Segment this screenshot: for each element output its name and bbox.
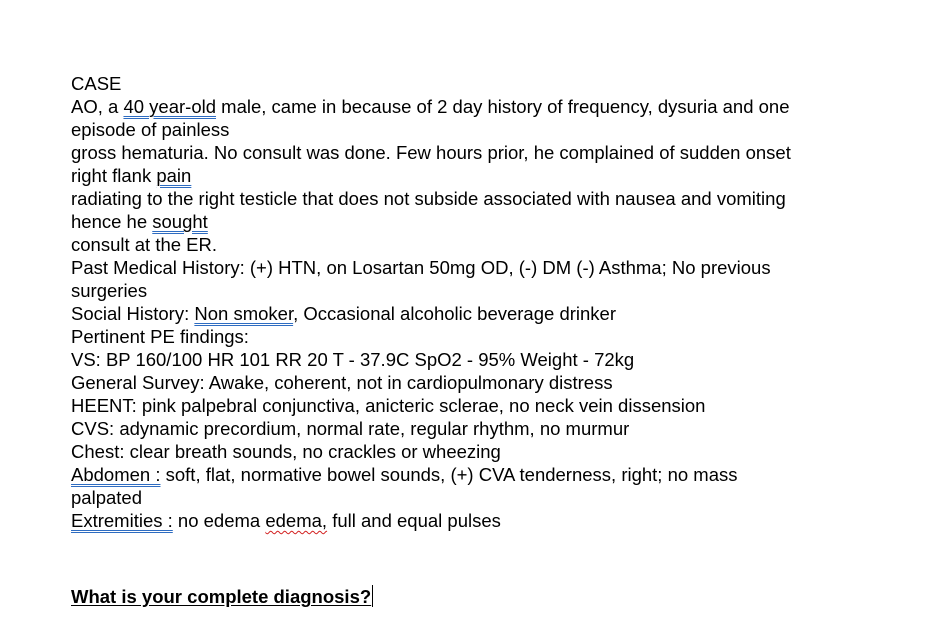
text-run: right flank	[71, 165, 157, 186]
case-heading: CASE	[71, 73, 122, 94]
text-line: Pertinent PE findings:	[71, 326, 249, 347]
text-line: palpated	[71, 487, 142, 508]
grammar-flag: Extremities :	[71, 510, 173, 531]
question-text: What is your complete diagnosis?	[71, 586, 372, 607]
text-run: hence he	[71, 211, 153, 232]
text-run: AO, a	[71, 96, 124, 117]
text-run: no edema	[172, 510, 266, 531]
grammar-flag: pain	[156, 165, 192, 186]
text-line: gross hematuria. No consult was done. Few hours prior, he complained of sudden onset	[71, 142, 791, 163]
text-run: soft, flat, normative bowel sounds, (+) CVA tenderness, right; no mass	[160, 464, 738, 485]
text-line: General Survey: Awake, coherent, not in cardiopulmonary distress	[71, 372, 613, 393]
document-body[interactable]	[71, 72, 871, 532]
grammar-flag: sought	[152, 211, 208, 232]
text-line: HEENT: pink palpebral conjunctiva, anicteric sclerae, no neck vein dissension	[71, 395, 706, 416]
text-line: Chest: clear breath sounds, no crackles or wheezing	[71, 441, 501, 462]
text-line	[71, 210, 871, 233]
text-line	[71, 509, 871, 532]
grammar-flag: Non smoker	[194, 303, 294, 324]
text-line	[71, 164, 871, 187]
text-line: surgeries	[71, 280, 148, 301]
text-cursor	[372, 585, 373, 607]
text-line	[71, 463, 871, 486]
text-line: episode of painless	[71, 119, 230, 140]
text-line	[71, 95, 871, 118]
text-run: Social History:	[71, 303, 195, 324]
text-line: VS: BP 160/100 HR 101 RR 20 T - 37.9C SpO2 - 95% Weight - 72kg	[71, 349, 635, 370]
text-line	[71, 302, 871, 325]
diagnosis-question[interactable]	[71, 585, 373, 608]
text-run: male, came in because of 2 day history of frequency, dysuria and one	[216, 96, 790, 117]
grammar-flag: Abdomen :	[71, 464, 161, 485]
grammar-flag: 40 year-old	[123, 96, 217, 117]
spelling-flag: edema,	[265, 510, 328, 531]
text-line: consult at the ER.	[71, 234, 218, 255]
text-run: full and equal pulses	[327, 510, 501, 531]
text-run: , Occasional alcoholic beverage drinker	[293, 303, 616, 324]
text-line: radiating to the right testicle that does not subside associated with nausea and vomiting	[71, 188, 786, 209]
text-line: CVS: adynamic precordium, normal rate, regular rhythm, no murmur	[71, 418, 630, 439]
text-line: Past Medical History: (+) HTN, on Losartan 50mg OD, (-) DM (-) Asthma; No previous	[71, 257, 771, 278]
